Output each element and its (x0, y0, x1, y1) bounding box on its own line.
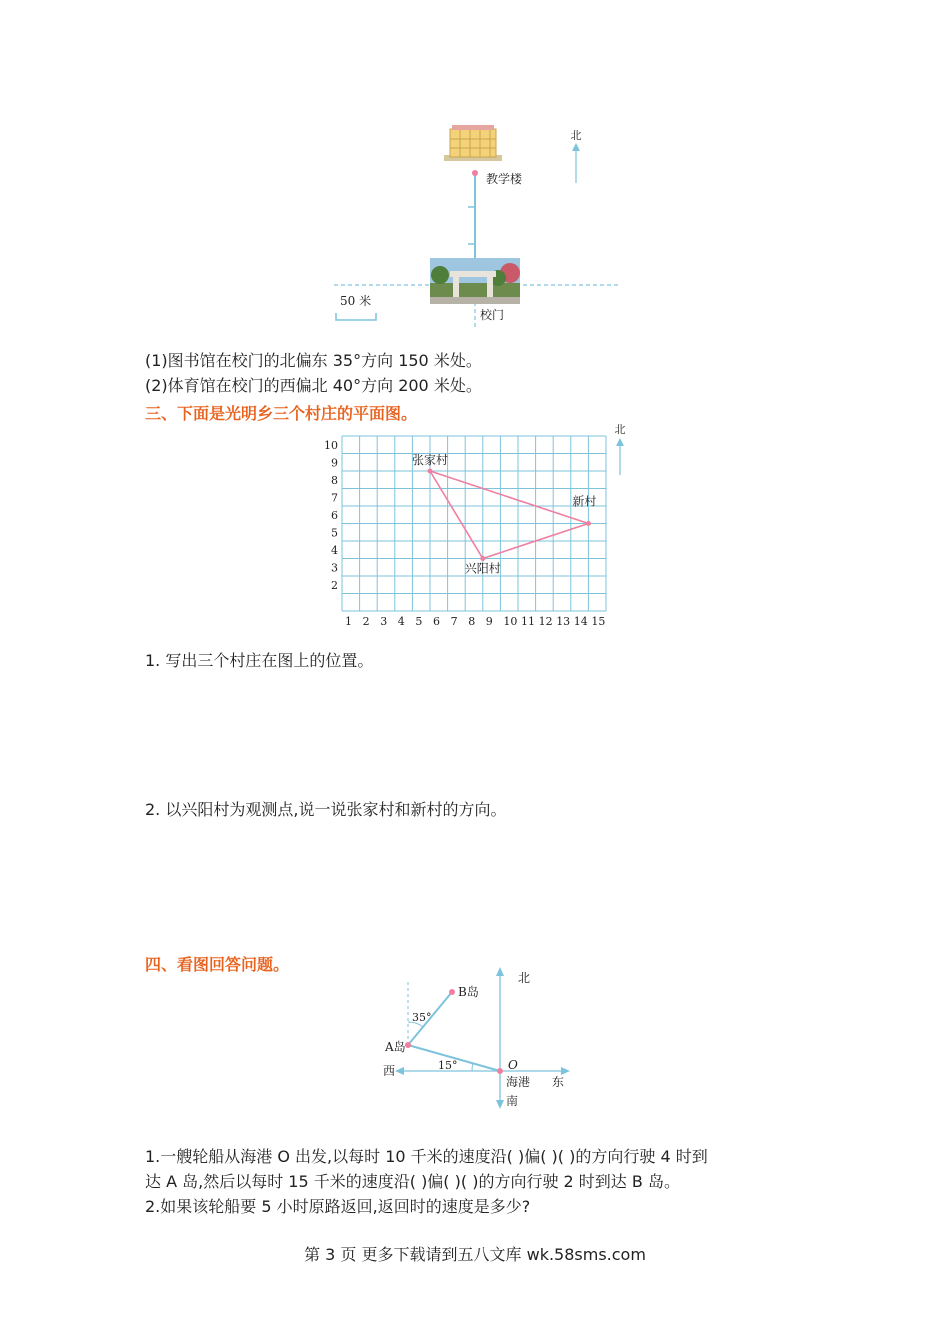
section3-question2: 2. 以兴阳村为观测点,说一说张家村和新村的方向。 (145, 800, 507, 819)
diagram-south-label: 南 (506, 1094, 519, 1108)
campus-map (320, 115, 630, 330)
x-tick-label: 1 (345, 615, 352, 628)
village-label: 张家村 (412, 453, 449, 467)
x-tick-label: 4 (397, 615, 405, 628)
section4-question1-line2: 达 A 岛,然后以每时 15 千米的速度沿( )偏( )( )的方向行驶 2 时到达 B 岛。 (145, 1172, 680, 1191)
harbor-diagram (380, 962, 580, 1112)
x-tick-label: 5 (415, 615, 423, 628)
harbor-label: 海港 (506, 1075, 531, 1089)
x-tick-label: 9 (485, 615, 493, 628)
x-tick-label: 14 (573, 615, 588, 628)
a-island-label: A岛 (385, 1040, 406, 1054)
library-statement: (1)图书馆在校门的北偏东 35°方向 150 米处。 (145, 351, 482, 370)
y-tick-label: 10 (324, 438, 338, 452)
x-tick-label: 6 (433, 615, 440, 628)
x-tick-label: 10 (503, 615, 518, 628)
grid-north-label: 北 (614, 423, 626, 436)
y-tick-label: 6 (331, 508, 338, 522)
diagram-west-label: 西 (383, 1064, 396, 1078)
gate-label: 校门 (480, 308, 505, 322)
x-tick-label: 2 (362, 615, 370, 628)
school-gate-icon (430, 258, 520, 304)
x-tick-label: 12 (538, 615, 553, 628)
village-grid-chart (310, 420, 640, 630)
section3-heading: 三、下面是光明乡三个村庄的平面图。 (145, 404, 418, 423)
x-tick-label: 11 (521, 615, 535, 628)
o-label: O (508, 1058, 518, 1072)
village-point (428, 469, 433, 474)
diagram-east-label: 东 (552, 1075, 565, 1089)
b-island-label: B岛 (458, 985, 479, 999)
y-tick-label: 4 (331, 543, 338, 557)
village-triangle (430, 471, 588, 559)
angle-15-label: 15° (438, 1059, 458, 1072)
scale-label: 50 米 (340, 294, 372, 308)
x-tick-label: 7 (450, 615, 458, 628)
y-tick-label: 5 (331, 526, 338, 540)
y-tick-label: 9 (331, 456, 338, 470)
y-tick-label: 7 (331, 491, 338, 505)
angle-35-label: 35° (412, 1011, 432, 1024)
x-tick-label: 8 (468, 615, 476, 628)
section4-question1-line1: 1.一艘轮船从海港 O 出发,以每时 10 千米的速度沿( )偏( )( )的方向行驶 4 时到 (145, 1147, 708, 1166)
building-label: 教学楼 (486, 172, 523, 186)
x-tick-label: 13 (556, 615, 571, 628)
section3-question1: 1. 写出三个村庄在图上的位置。 (145, 651, 374, 670)
village-point (480, 556, 485, 561)
gym-statement: (2)体育馆在校门的西偏北 40°方向 200 米处。 (145, 376, 482, 395)
village-label: 兴阳村 (464, 561, 501, 576)
section4-question2: 2.如果该轮船要 5 小时原路返回,返回时的速度是多少? (145, 1197, 531, 1216)
y-tick-label: 8 (331, 473, 338, 487)
teaching-building-icon (444, 125, 502, 161)
village-point (586, 521, 591, 526)
y-tick-label: 3 (331, 561, 338, 575)
y-tick-label: 2 (331, 578, 338, 592)
x-tick-label: 3 (380, 615, 388, 628)
section4-heading: 四、看图回答问题。 (145, 955, 290, 974)
page-footer: 第 3 页 更多下载请到五八文库 wk.58sms.com (304, 1245, 646, 1264)
north-arrow-icon (616, 438, 624, 446)
map1-north-label: 北 (570, 129, 582, 142)
diagram-north-label: 北 (518, 971, 531, 985)
x-tick-label: 15 (591, 615, 606, 628)
village-label: 新村 (572, 494, 597, 509)
